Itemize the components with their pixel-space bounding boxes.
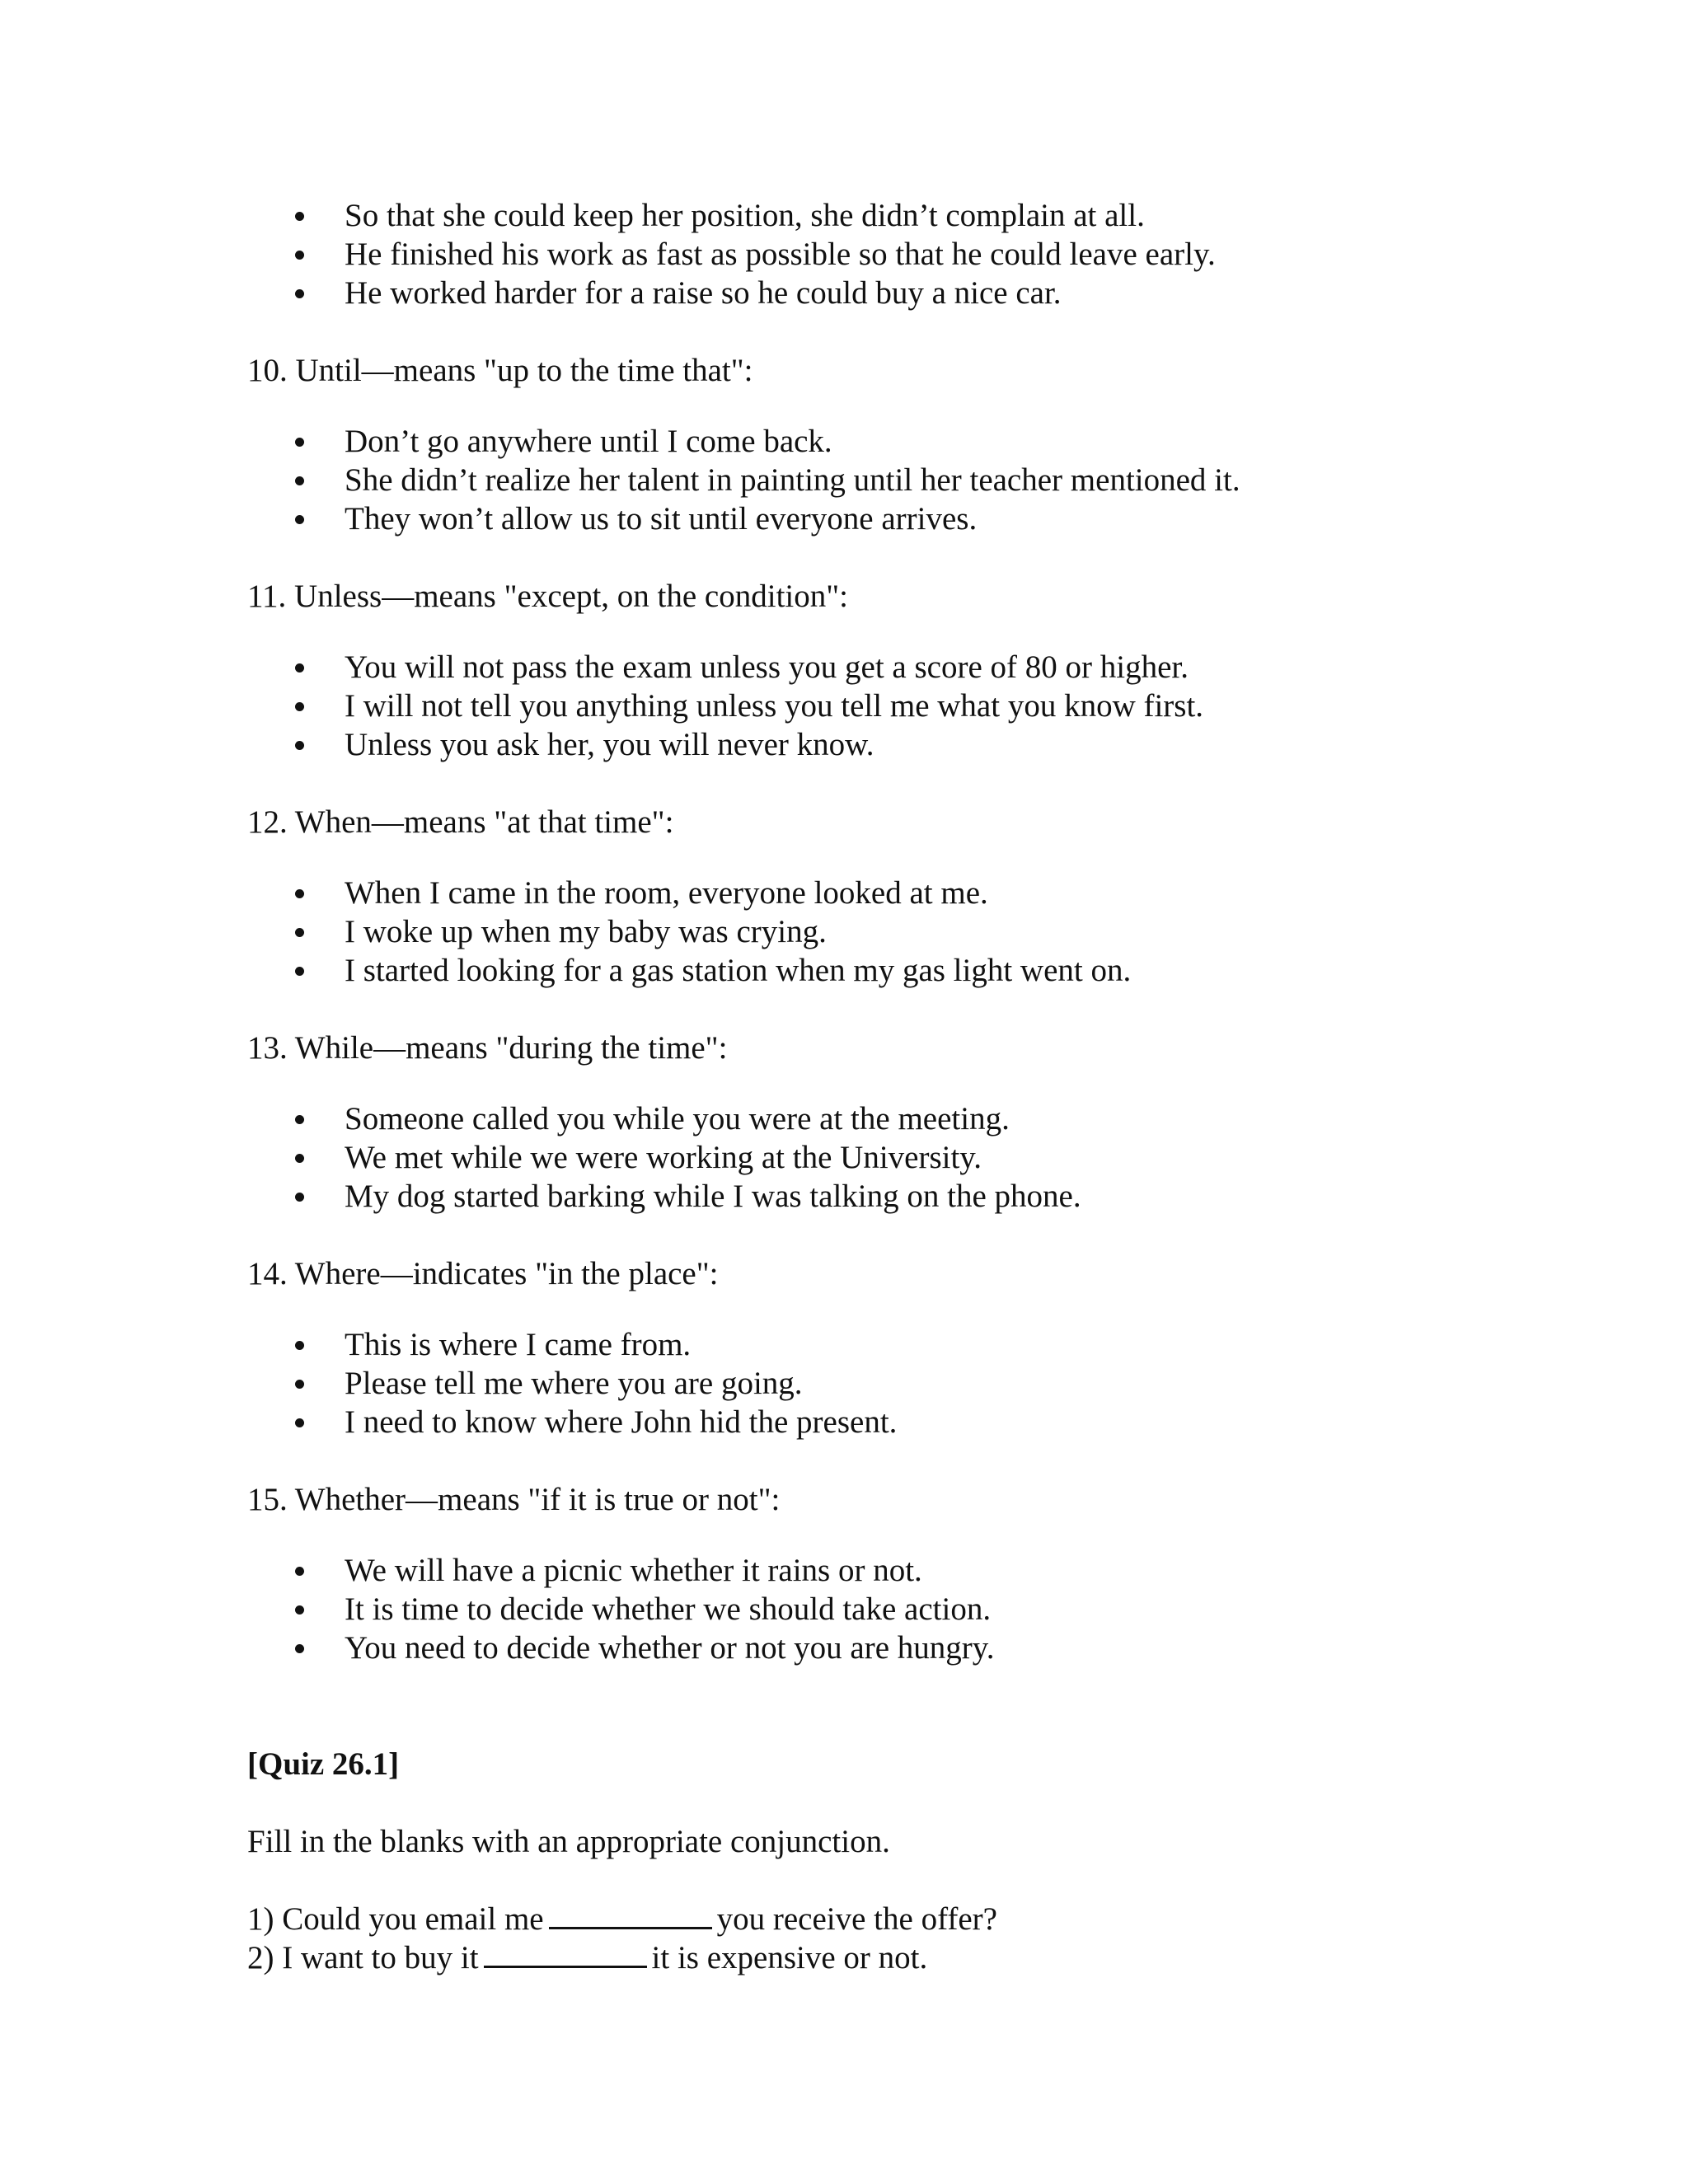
bullet-icon — [295, 1115, 304, 1124]
list-item-text: I need to know where John hid the present. — [345, 1404, 898, 1440]
bullet-icon — [295, 702, 304, 711]
bullet-icon — [295, 663, 304, 673]
quiz-question-text: you receive the offer? — [716, 1901, 997, 1937]
section-heading-where: 14. Where—indicates "in the place": — [247, 1256, 719, 1291]
list-item-text: My dog started barking while I was talking on the phone. — [345, 1179, 1081, 1214]
list-item-text: Unless you ask her, you will never know. — [345, 727, 874, 762]
bullet-icon — [295, 212, 304, 221]
list-item — [295, 912, 1525, 951]
list-item — [295, 235, 1525, 274]
list-item — [295, 1177, 1525, 1216]
list-item — [295, 274, 1525, 312]
list-item-text: Someone called you while you were at the meeting. — [345, 1101, 1010, 1137]
section-bullet-list — [247, 648, 1525, 764]
document-content — [247, 196, 1525, 1977]
quiz-question-text: 2) I want to buy it — [247, 1940, 479, 1975]
quiz-question-text: 1) Could you email me — [247, 1901, 544, 1937]
list-item — [295, 422, 1525, 461]
bullet-icon — [295, 438, 304, 447]
list-item — [295, 1551, 1525, 1590]
list-item-text: You will not pass the exam unless you get a score of 80 or higher. — [345, 649, 1189, 685]
list-item-text: You need to decide whether or not you are hungry. — [345, 1630, 995, 1666]
list-item-text: We will have a picnic whether it rains or not. — [345, 1553, 922, 1588]
quiz-question — [247, 1900, 1525, 1938]
list-item-text: We met while we were working at the University. — [345, 1140, 982, 1175]
list-item-text: He worked harder for a raise so he could buy a nice car. — [345, 275, 1062, 311]
bullet-icon — [295, 476, 304, 485]
quiz-question — [247, 1938, 1525, 1977]
bullet-icon — [295, 967, 304, 976]
list-item — [295, 725, 1525, 764]
list-item — [295, 461, 1525, 499]
section-heading-whether: 15. Whether—means "if it is true or not": — [247, 1482, 781, 1517]
section-bullet-list — [247, 1325, 1525, 1441]
list-item — [295, 1629, 1525, 1667]
bullet-icon — [295, 1154, 304, 1163]
list-item — [295, 1325, 1525, 1364]
bullet-icon — [295, 1418, 304, 1427]
section-bullet-list — [247, 1099, 1525, 1216]
bullet-icon — [295, 289, 304, 298]
section-heading-while: 13. While—means "during the time": — [247, 1030, 728, 1066]
list-item — [295, 1590, 1525, 1629]
bullet-icon — [295, 1193, 304, 1202]
list-item — [295, 1364, 1525, 1403]
list-item — [295, 196, 1525, 235]
list-item — [295, 648, 1525, 687]
bullet-icon — [295, 251, 304, 260]
list-item-text: I will not tell you anything unless you tell me what you know first. — [345, 688, 1204, 724]
bullet-icon — [295, 1341, 304, 1350]
bullet-icon — [295, 741, 304, 750]
list-item-text: They won’t allow us to sit until everyone arrives. — [345, 501, 978, 537]
list-item-text: Don’t go anywhere until I come back. — [345, 424, 832, 459]
section-heading-when: 12. When—means "at that time": — [247, 804, 674, 840]
list-item-text: She didn’t realize her talent in painting until her teacher mentioned it. — [345, 462, 1240, 498]
section-bullet-list — [247, 874, 1525, 990]
list-item — [295, 874, 1525, 912]
list-item-text: So that she could keep her position, she didn’t complain at all. — [345, 198, 1145, 233]
section-heading-unless: 11. Unless—means "except, on the condition": — [247, 579, 849, 614]
list-item-text: He finished his work as fast as possible so that he could leave early. — [345, 237, 1216, 272]
bullet-icon — [295, 1644, 304, 1653]
list-item — [295, 499, 1525, 538]
list-item — [295, 1403, 1525, 1441]
answer-blank[interactable] — [549, 1902, 712, 1929]
list-item-text: This is where I came from. — [345, 1327, 692, 1362]
list-item — [295, 1138, 1525, 1177]
bullet-icon — [295, 928, 304, 937]
list-item-text: It is time to decide whether we should take action. — [345, 1591, 992, 1627]
list-item-text: When I came in the room, everyone looked at me. — [345, 875, 988, 911]
list-item — [295, 687, 1525, 725]
quiz-instruction: Fill in the blanks with an appropriate conjunction. — [247, 1824, 890, 1859]
answer-blank[interactable] — [484, 1941, 647, 1968]
list-item — [295, 1099, 1525, 1138]
section-bullet-list — [247, 1551, 1525, 1667]
quiz-question-text: it is expensive or not. — [651, 1940, 928, 1975]
bullet-icon — [295, 889, 304, 898]
intro-bullet-list — [247, 196, 1525, 312]
section-bullet-list — [247, 422, 1525, 538]
list-item-text: I woke up when my baby was crying. — [345, 914, 827, 949]
bullet-icon — [295, 1380, 304, 1389]
list-item-text: I started looking for a gas station when my gas light went on. — [345, 953, 1132, 988]
bullet-icon — [295, 1567, 304, 1576]
bullet-icon — [295, 1605, 304, 1615]
list-item-text: Please tell me where you are going. — [345, 1366, 803, 1401]
list-item — [295, 951, 1525, 990]
section-heading-until: 10. Until—means "up to the time that": — [247, 353, 753, 388]
quiz-title: [Quiz 26.1] — [247, 1746, 400, 1782]
bullet-icon — [295, 515, 304, 524]
